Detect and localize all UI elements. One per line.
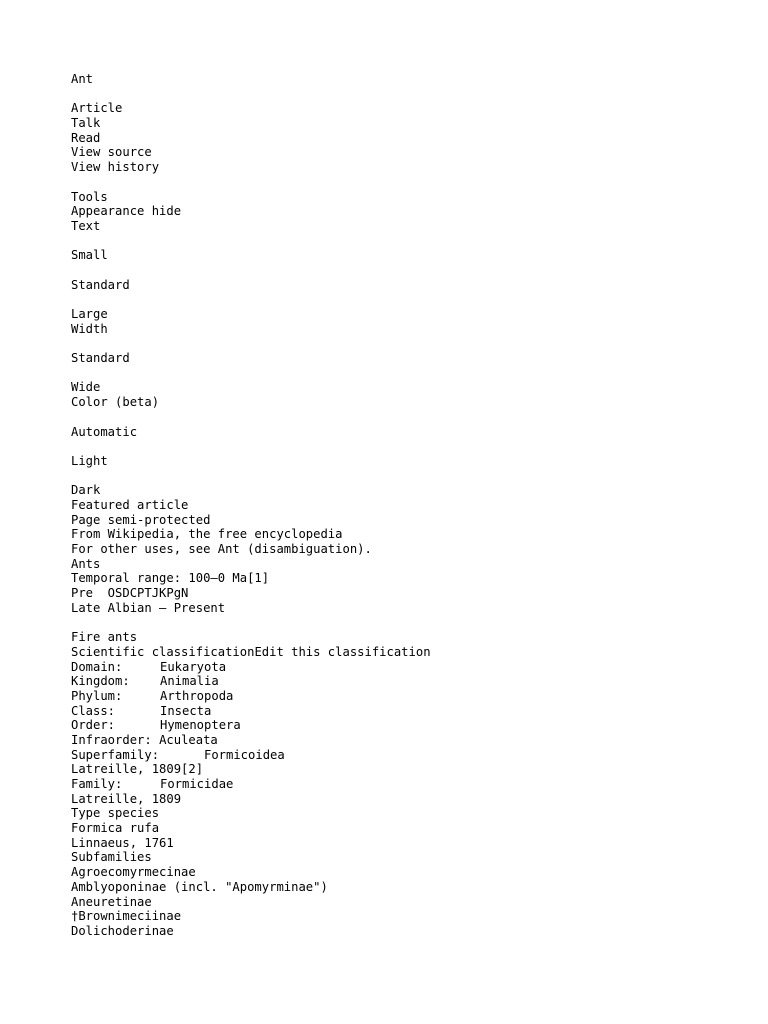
- classification-header: [71, 645, 768, 660]
- superfamily-authority: Latreille, 1809[2]: [71, 762, 204, 777]
- edit-classification-link[interactable]: Edit this classification: [254, 644, 431, 659]
- type-species-label: Type species: [71, 806, 160, 821]
- taxonomy-rank: Family:: [71, 777, 123, 791]
- tools-menu[interactable]: Tools: [71, 189, 108, 204]
- taxonomy-value[interactable]: Hymenoptera: [160, 718, 241, 733]
- spacer: [71, 410, 768, 425]
- taxonomy-value[interactable]: Aculeata: [159, 732, 218, 747]
- text-size-label: Text: [71, 218, 101, 233]
- subfamilies-label: Subfamilies: [71, 850, 152, 865]
- width-wide-option[interactable]: Wide: [71, 380, 101, 395]
- taxonomy-value[interactable]: Animalia: [160, 674, 219, 689]
- width-standard-option[interactable]: Standard: [71, 351, 130, 366]
- taxonomy-value[interactable]: Arthropoda: [160, 688, 234, 703]
- taxonomy-rank: Kingdom:: [71, 674, 130, 689]
- color-automatic-option[interactable]: Automatic: [71, 424, 138, 439]
- width-label: Width: [71, 321, 108, 336]
- appearance-header: [71, 204, 768, 219]
- text-size-small-option[interactable]: Small: [71, 248, 108, 263]
- classification-heading: Scientific classification: [71, 644, 255, 659]
- tab-read[interactable]: Read: [71, 130, 101, 145]
- image-placeholder: [71, 615, 768, 630]
- temporal-range: Temporal range: 100–0 Ma[1]: [71, 571, 270, 586]
- color-dark-option[interactable]: Dark: [71, 483, 101, 498]
- geologic-timeline[interactable]: Pre OSDCPTJKPgN: [71, 586, 189, 601]
- tab-article[interactable]: Article: [71, 101, 123, 116]
- hatnote: For other uses, see Ant (disambiguation).: [71, 542, 372, 556]
- taxonomy-rank: Domain:: [71, 659, 123, 674]
- type-species-link[interactable]: Formica rufa: [71, 821, 160, 836]
- spacer: [71, 469, 768, 484]
- appearance-hide-button[interactable]: hide: [151, 204, 182, 219]
- family-authority: Latreille, 1809: [71, 791, 182, 806]
- taxonomy-row-family: [71, 777, 768, 792]
- color-light-option[interactable]: Light: [71, 453, 108, 468]
- taxonomy-row: [71, 674, 768, 689]
- taxonomy-value[interactable]: Insecta: [160, 703, 212, 718]
- taxonomy-row: [71, 718, 768, 733]
- infobox-title: Ants: [71, 556, 101, 571]
- taxonomy-value[interactable]: Formicoidea: [204, 747, 285, 762]
- subfamily-item[interactable]: Dolichoderinae: [71, 923, 174, 938]
- text-size-large-option[interactable]: Large: [71, 307, 108, 321]
- taxonomy-rank: Order:: [71, 718, 116, 733]
- tab-view-history[interactable]: View history: [71, 160, 160, 175]
- semi-protected-badge[interactable]: Page semi-protected: [71, 512, 211, 527]
- tab-view-source[interactable]: View source: [71, 145, 152, 160]
- spacer: [71, 292, 768, 307]
- spacer: [71, 87, 768, 102]
- taxonomy-rank: Phylum:: [71, 688, 123, 703]
- image-caption: Fire ants: [71, 630, 138, 645]
- featured-article-badge[interactable]: Featured article: [71, 497, 189, 512]
- spacer: [71, 263, 768, 278]
- spacer: [71, 234, 768, 249]
- taxonomy-row-superfamily: [71, 748, 768, 763]
- text-size-standard-option[interactable]: Standard: [71, 277, 130, 292]
- site-tagline: From Wikipedia, the free encyclopedia: [71, 527, 343, 542]
- tab-talk[interactable]: Talk: [71, 116, 101, 131]
- subfamily-item[interactable]: Aneuretinae: [71, 894, 152, 909]
- taxonomy-row: [71, 660, 768, 675]
- temporal-range-label: Late Albian – Present: [71, 600, 226, 615]
- taxonomy-row: [71, 733, 768, 748]
- page-title: Ant: [71, 72, 94, 86]
- spacer: [71, 439, 768, 454]
- subfamily-item[interactable]: Agroecomyrmecinae: [71, 865, 196, 880]
- taxonomy-value[interactable]: Eukaryota: [160, 659, 227, 674]
- color-label: Color (beta): [71, 395, 160, 410]
- spacer: [71, 366, 768, 381]
- taxonomy-rank: Class:: [71, 703, 116, 718]
- type-species-authority: Linnaeus, 1761: [71, 835, 174, 850]
- subfamily-item[interactable]: Amblyoponinae (incl. "Apomyrminae"): [71, 879, 328, 894]
- taxonomy-rank: Infraorder:: [71, 732, 152, 747]
- subfamily-item[interactable]: †Brownimeciinae: [71, 909, 182, 924]
- appearance-heading: Appearance: [71, 204, 145, 219]
- taxonomy-rank: Superfamily:: [71, 747, 160, 762]
- taxonomy-row: [71, 689, 768, 704]
- spacer: [71, 336, 768, 351]
- taxonomy-value: Formicidae: [160, 777, 234, 791]
- taxonomy-row: [71, 704, 768, 719]
- spacer: [71, 175, 768, 190]
